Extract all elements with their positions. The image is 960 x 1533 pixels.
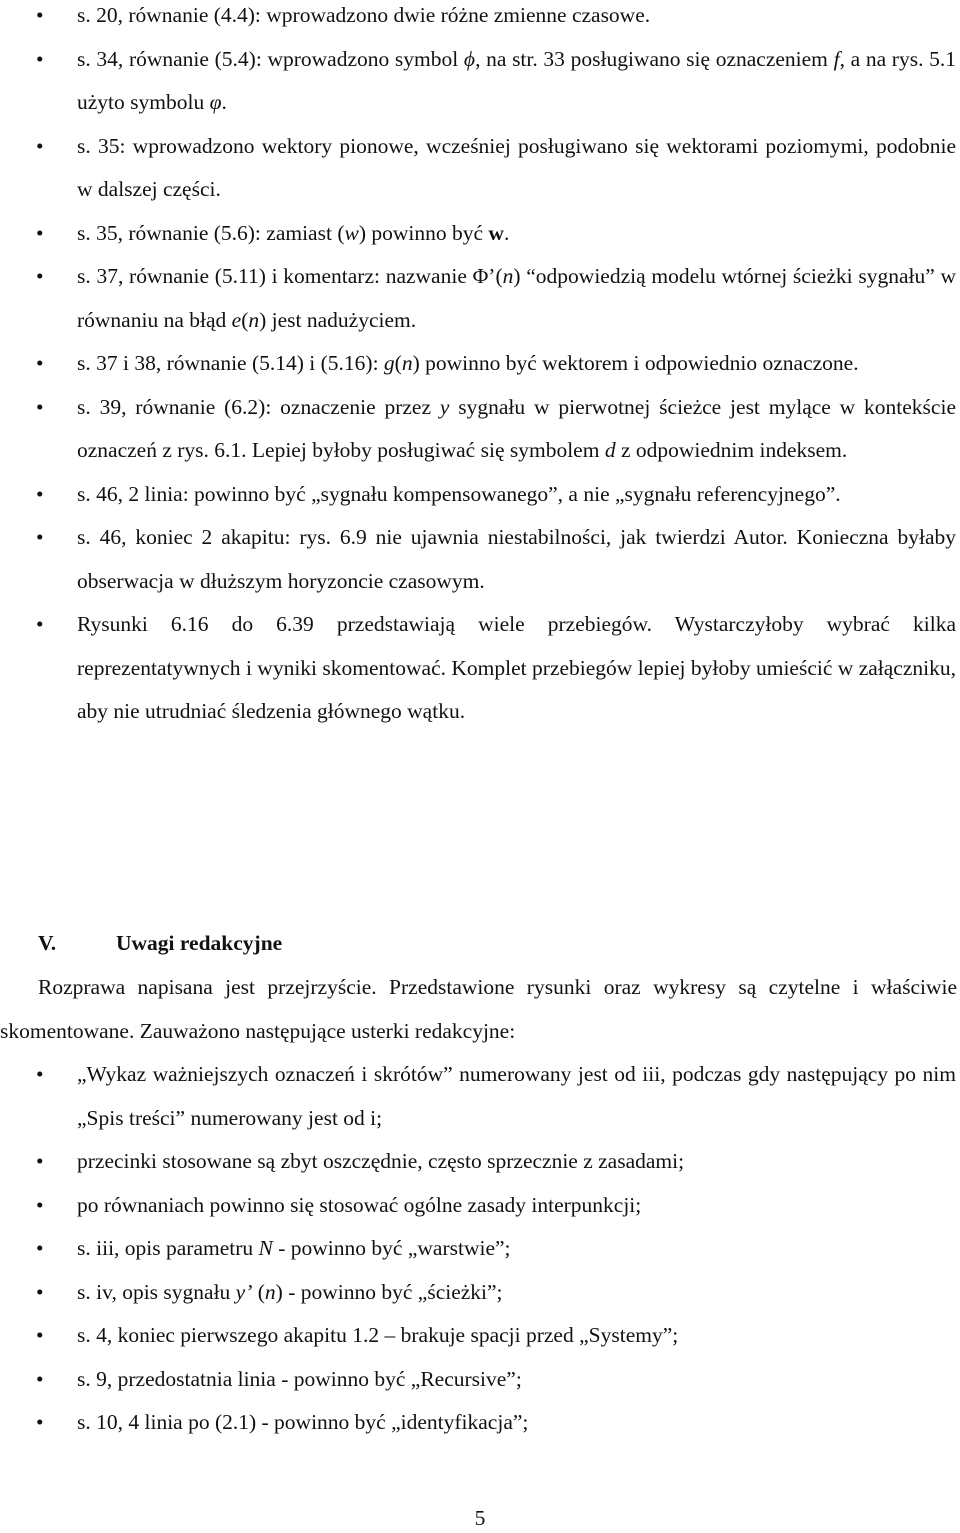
list-item: • po równaniach powinno się stosować ogólne zasady interpunkcji; — [0, 1184, 960, 1228]
list-item: • s. 4, koniec pierwszego akapitu 1.2 – brakuje spacji przed „Systemy”; — [0, 1314, 960, 1358]
bullet-icon: • — [36, 525, 44, 549]
bullet-icon: • — [36, 394, 44, 419]
list-item: • przecinki stosowane są zbyt oszczędnie, często sprzecznie z zasadami; — [0, 1140, 960, 1184]
list-item: • s. 9, przedostatnia linia - powinno być „Recursive”; — [0, 1358, 960, 1402]
list-item: • s. 39, równanie (6.2): oznaczenie przez y sygnału w pierwotnej ścieżce jest mylące w kontekście oznaczeń z rys. 6.1. Lepiej byłoby posługiwać się symbolem d z odpowiednim indeksem. — [0, 386, 960, 473]
list-item: • s. 46, koniec 2 akapitu: rys. 6.9 nie ujawnia niestabilności, jak twierdzi Autor. Konieczna byłaby obserwacja w dłuższym horyzoncie czasowym. — [0, 516, 960, 603]
math-symbol: N — [258, 1236, 273, 1260]
section-title: Uwagi redakcyjne — [116, 931, 283, 955]
page-number: 5 — [474, 1506, 486, 1530]
bullet-icon: • — [36, 612, 44, 636]
list-item: • s. iv, opis sygnału y’ (n) - powinno być „ścieżki”; — [0, 1271, 960, 1315]
bullet-icon: • — [36, 1149, 44, 1173]
bullet-icon: • — [36, 1410, 44, 1434]
list-item: • s. 37, równanie (5.11) i komentarz: nazwanie Φ’(n) “odpowiedzią modelu wtórnej ścieżki sygnału” w równaniu na błąd e(n) jest nadużyciem. — [0, 255, 960, 342]
math-symbol: ϕ — [463, 46, 476, 71]
math-symbol: g — [383, 351, 395, 375]
list-item: • Rysunki 6.16 do 6.39 przedstawiają wiele przebiegów. Wystarczyłoby wybrać kilka reprezentatywnych i wyniki skomentować. Komplet przebiegów lepiej byłoby umieścić w załączniku, aby nie utrudniać śledzenia głównego wątku. — [0, 603, 960, 734]
math-symbol: e — [231, 307, 242, 332]
bullet-icon: • — [36, 46, 44, 71]
list-item: • s. 37 i 38, równanie (5.14) i (5.16): g(n) powinno być wektorem i odpowiednio oznaczone. — [0, 342, 960, 386]
math-symbol: d — [604, 438, 616, 462]
math-symbol: n — [248, 307, 260, 332]
math-symbol: y — [439, 394, 450, 419]
bullet-icon: • — [36, 1236, 44, 1260]
list-item: • s. 35, równanie (5.6): zamiast (w) powinno być w. — [0, 212, 960, 256]
math-symbol: f — [833, 46, 840, 71]
bullet-icon: • — [36, 3, 44, 27]
list-item: • s. 20, równanie (4.4): wprowadzono dwie różne zmienne czasowe. — [0, 0, 960, 38]
section-heading — [38, 922, 282, 965]
bullet-icon: • — [36, 1062, 44, 1086]
math-symbol: w — [344, 220, 359, 245]
math-symbol: φ — [209, 90, 222, 114]
editorial-list — [0, 1053, 960, 1445]
math-symbol: n — [401, 351, 413, 375]
bullet-icon: • — [36, 1279, 44, 1304]
list-item: • s. iii, opis parametru N - powinno być „warstwie”; — [0, 1227, 960, 1271]
math-symbol: n — [264, 1279, 276, 1304]
math-symbol: y’ — [235, 1279, 253, 1304]
list-item: • s. 10, 4 linia po (2.1) - powinno być „identyfikacja”; — [0, 1401, 960, 1445]
bullet-icon: • — [36, 1323, 44, 1347]
errata-list — [0, 0, 960, 734]
bullet-icon: • — [36, 1366, 44, 1391]
bullet-icon: • — [36, 220, 44, 245]
bullet-icon: • — [36, 264, 44, 288]
bullet-icon: • — [36, 351, 44, 375]
bullet-icon: • — [36, 133, 44, 158]
bullet-icon: • — [36, 1192, 44, 1217]
list-item: • s. 35: wprowadzono wektory pionowe, wcześniej posługiwano się wektorami poziomymi, podobnie w dalszej części. — [0, 125, 960, 212]
list-item: • s. 34, równanie (5.4): wprowadzono symbol ϕ, na str. 33 posługiwano się oznaczeniem f, a na rys. 5.1 użyto symbolu φ. — [0, 38, 960, 125]
list-item: • s. 46, 2 linia: powinno być „sygnału kompensowanego”, a nie „sygnału referencyjnego”. — [0, 473, 960, 517]
math-symbol: n — [502, 264, 514, 288]
math-symbol-bold: w — [488, 220, 504, 245]
section-intro-paragraph: Rozprawa napisana jest przejrzyście. Przedstawione rysunki oraz wykresy są czytelne i właściwie skomentowane. Zauważono następujące usterki redakcyjne: — [0, 975, 957, 1043]
bullet-icon: • — [36, 481, 44, 506]
section-number: V. — [38, 931, 57, 955]
list-item: • „Wykaz ważniejszych oznaczeń i skrótów” numerowany jest od iii, podczas gdy następujący po nim „Spis treści” numerowany jest od i; — [0, 1053, 960, 1140]
